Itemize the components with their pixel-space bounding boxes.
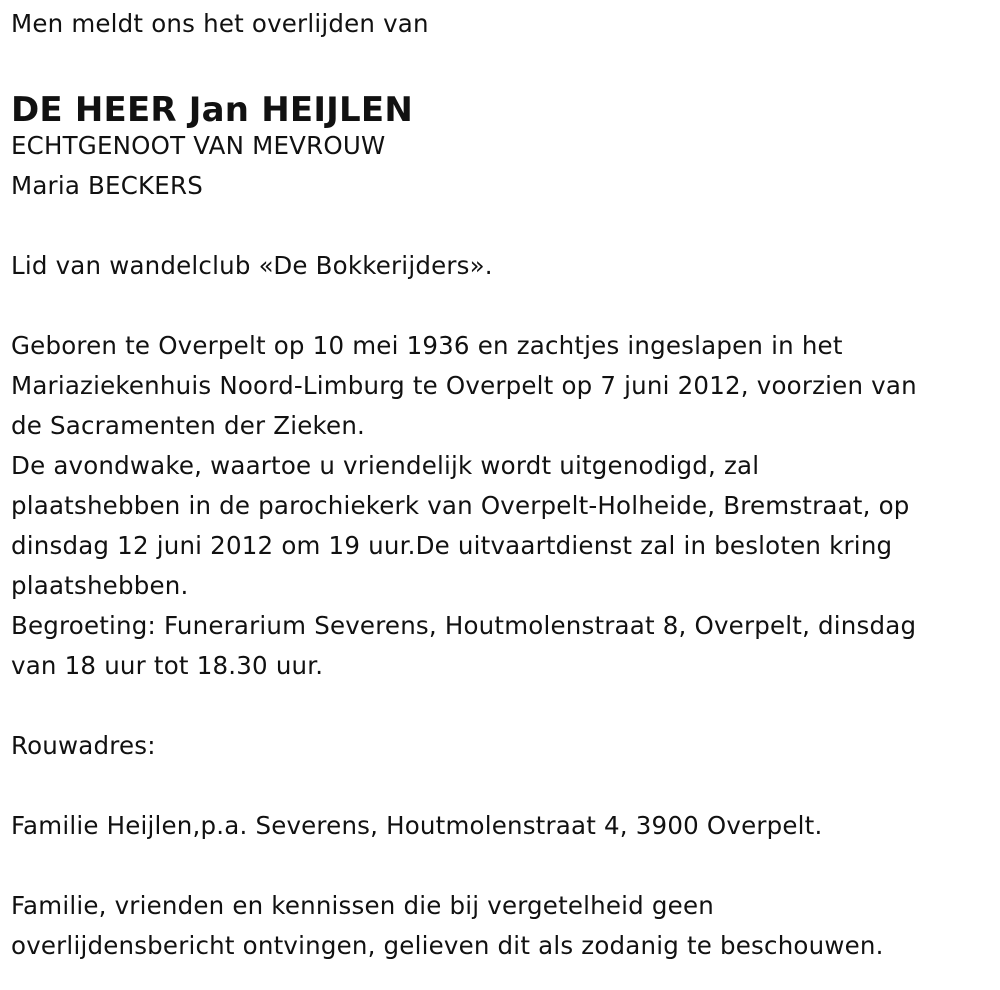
details-line: Begroeting: Funerarium Severens, Houtmolenstraat 8, Overpelt, dinsdag bbox=[11, 611, 917, 640]
address-label: Rouwadres: bbox=[11, 731, 156, 760]
address-text: Familie Heijlen,p.a. Severens, Houtmolenstraat 4, 3900 Overpelt. bbox=[11, 811, 823, 840]
spacer bbox=[11, 44, 986, 84]
closing-line: Familie, vrienden en kennissen die bij vergetelheid geen bbox=[11, 891, 714, 920]
details-line: Mariaziekenhuis Noord-Limburg te Overpelt op 7 juni 2012, voorzien van bbox=[11, 371, 917, 400]
details-line: De avondwake, waartoe u vriendelijk wordt uitgenodigd, zal bbox=[11, 451, 760, 480]
details-line: plaatshebben in de parochiekerk van Overpelt-Holheide, Bremstraat, op bbox=[11, 491, 910, 520]
spacer bbox=[11, 846, 986, 886]
spacer bbox=[11, 686, 986, 726]
details-line: Geboren te Overpelt op 10 mei 1936 en zachtjes ingeslapen in het bbox=[11, 331, 843, 360]
spouse-line-2: Maria BECKERS bbox=[11, 171, 203, 200]
deceased-name: DE HEER Jan HEIJLEN bbox=[11, 90, 413, 130]
membership-text: Lid van wandelclub «De Bokkerijders». bbox=[11, 251, 493, 280]
spouse-line-1: ECHTGENOOT VAN MEVROUW bbox=[11, 131, 386, 160]
death-notice bbox=[11, 4, 986, 966]
intro-text: Men meldt ons het overlijden van bbox=[11, 9, 429, 38]
spacer bbox=[11, 286, 986, 326]
details-line: van 18 uur tot 18.30 uur. bbox=[11, 651, 324, 680]
details-line: plaatshebben. bbox=[11, 571, 189, 600]
closing-line: overlijdensbericht ontvingen, gelieven dit als zodanig te beschouwen. bbox=[11, 931, 884, 960]
details-line: dinsdag 12 juni 2012 om 19 uur.De uitvaartdienst zal in besloten kring bbox=[11, 531, 893, 560]
spacer bbox=[11, 766, 986, 806]
details-line: de Sacramenten der Zieken. bbox=[11, 411, 366, 440]
spacer bbox=[11, 206, 986, 246]
